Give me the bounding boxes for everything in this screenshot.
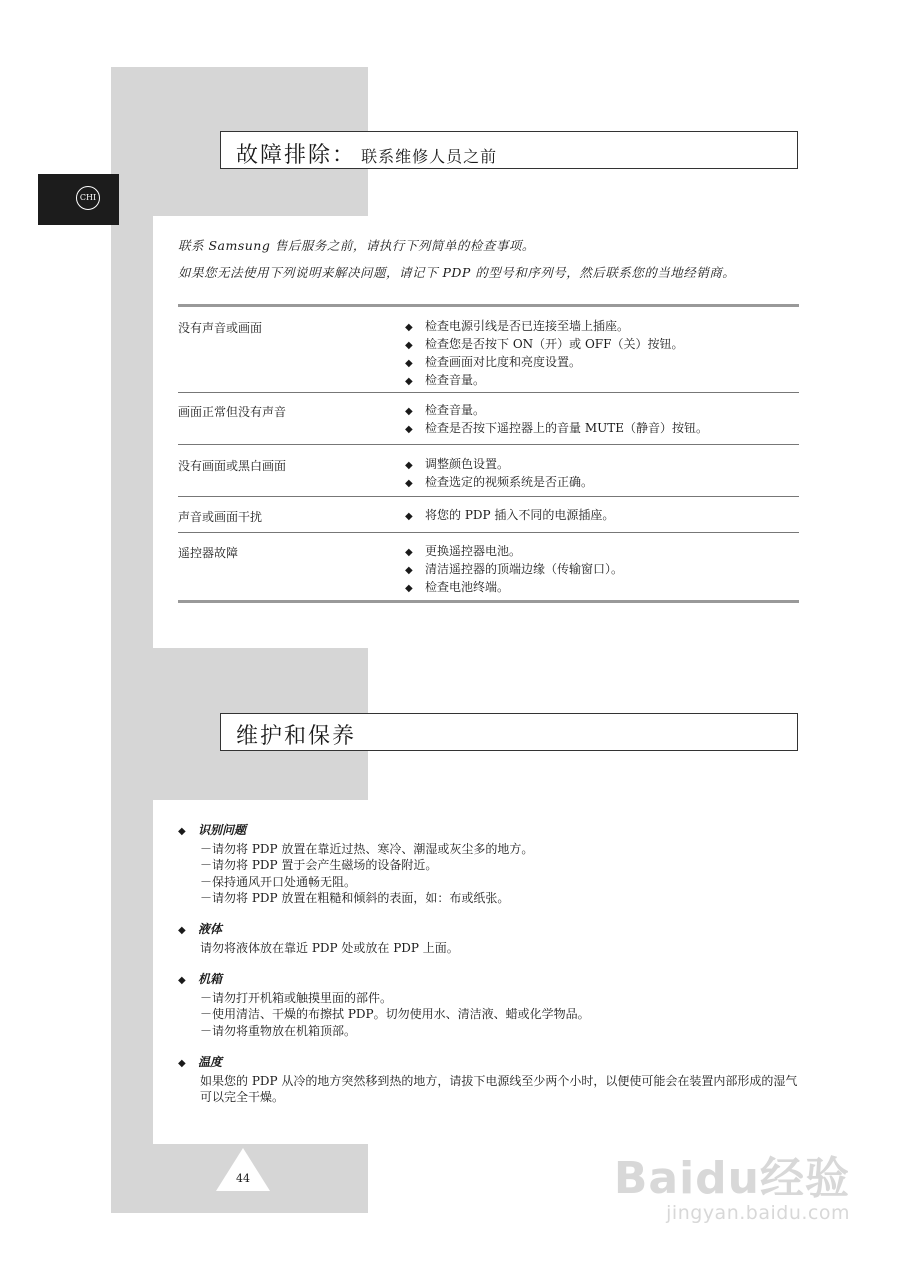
- solution-list: [405, 318, 683, 390]
- list-item: ◆ 调整颜色设置。: [405, 456, 593, 474]
- list-item: 请勿将液体放在靠近 PDP 处或放在 PDP 上面。: [200, 940, 459, 955]
- intro-line-2: 如果您无法使用下列说明来解决问题，请记下 PDP 的型号和序列号，然后联系您的当地经销商。: [178, 265, 736, 280]
- intro-line-1: 联系 Samsung 售后服务之前，请执行下列简单的检查事项。: [178, 238, 535, 253]
- solution-list: [405, 456, 593, 492]
- watermark: [614, 1142, 850, 1224]
- row-divider: [178, 392, 799, 393]
- list-item: ◆ 检查音量。: [405, 372, 683, 390]
- list-item: ◆ 检查音量。: [405, 402, 708, 420]
- maintenance-item: [178, 921, 459, 956]
- problem-label: 没有画面或黑白画面: [178, 459, 287, 473]
- row-divider: [178, 444, 799, 445]
- list-item: －请勿将 PDP 置于会产生磁场的设备附近。: [200, 858, 438, 872]
- list-item: ◆ 更换遥控器电池。: [405, 543, 623, 561]
- problem-label: 画面正常但没有声音: [178, 405, 287, 419]
- item-heading: ◆ 机箱: [178, 971, 590, 990]
- maintenance-item: [178, 822, 533, 907]
- watermark-url: jingyan.baidu.com: [666, 1202, 850, 1224]
- diamond-bullet-icon: ◆: [178, 1058, 186, 1069]
- diamond-bullet-icon: ◆: [178, 925, 186, 936]
- diamond-bullet-icon: ◆: [405, 511, 413, 522]
- list-item: －请勿将 PDP 放置在粗糙和倾斜的表面，如：布或纸张。: [200, 891, 510, 905]
- item-heading: ◆ 识别问题: [178, 822, 533, 841]
- solution-list: [405, 543, 623, 597]
- list-item: －使用清洁、干燥的布擦拭 PDP。切勿使用水、清洁液、蜡或化学物品。: [200, 1007, 590, 1021]
- maintenance-item: [178, 1054, 800, 1106]
- language-badge: CHI: [76, 186, 100, 210]
- solution-list: [405, 507, 614, 525]
- list-item: ◆ 清洁遥控器的顶端边缘（传输窗口）。: [405, 561, 623, 579]
- list-item: ◆ 检查电源引线是否已连接至墙上插座。: [405, 318, 683, 336]
- diamond-bullet-icon: ◆: [178, 826, 186, 837]
- solution-list: [405, 402, 708, 438]
- diamond-bullet-icon: ◆: [405, 406, 413, 417]
- grey-panel-left-1: [111, 216, 153, 648]
- grey-panel-left-2: [111, 800, 153, 1144]
- diamond-bullet-icon: ◆: [405, 424, 413, 435]
- watermark-logo: Baidu经验: [613, 1153, 850, 1204]
- diamond-bullet-icon: ◆: [405, 322, 413, 333]
- diamond-bullet-icon: ◆: [405, 478, 413, 489]
- list-item: ◆ 检查电池终端。: [405, 579, 623, 597]
- list-item: －保持通风开口处通畅无阻。: [200, 874, 357, 889]
- diamond-bullet-icon: ◆: [405, 460, 413, 471]
- diamond-bullet-icon: ◆: [405, 340, 413, 351]
- diamond-bullet-icon: ◆: [405, 547, 413, 558]
- list-item: ◆ 将您的 PDP 插入不同的电源插座。: [405, 507, 614, 525]
- section-title-maintenance: [220, 713, 798, 751]
- list-item: ◆ 检查画面对比度和亮度设置。: [405, 354, 683, 372]
- item-heading: ◆ 液体: [178, 921, 459, 940]
- list-item: ◆ 检查是否按下遥控器上的音量 MUTE（静音）按钮。: [405, 420, 708, 438]
- page-number: 44: [236, 1172, 250, 1185]
- table-top-rule: [178, 304, 799, 307]
- list-item: ◆ 检查选定的视频系统是否正确。: [405, 474, 593, 492]
- row-divider: [178, 496, 799, 497]
- diamond-bullet-icon: ◆: [405, 565, 413, 576]
- section-title-troubleshooting: [220, 131, 798, 169]
- language-tab: [38, 174, 119, 225]
- item-heading: ◆ 温度: [178, 1054, 800, 1073]
- list-item: －请勿打开机箱或触摸里面的部件。: [200, 990, 393, 1005]
- row-divider: [178, 532, 799, 533]
- list-item: ◆ 检查您是否按下 ON（开）或 OFF（关）按钮。: [405, 336, 683, 354]
- problem-label: 声音或画面干扰: [178, 510, 263, 524]
- diamond-bullet-icon: ◆: [405, 583, 413, 594]
- list-item: －请勿将 PDP 放置在靠近过热、寒冷、潮湿或灰尘多的地方。: [200, 841, 534, 856]
- diamond-bullet-icon: ◆: [405, 376, 413, 387]
- diamond-bullet-icon: ◆: [405, 358, 413, 369]
- section-subtitle: 联系维修人员之前: [361, 147, 498, 166]
- paragraph: 如果您的 PDP 从冷的地方突然移到热的地方，请拔下电源线至少两个小时，以便使可能会在装置内部形成的湿气可以完全干燥。: [200, 1073, 798, 1104]
- maintenance-item: [178, 971, 590, 1039]
- section-title: 维护和保养: [236, 724, 357, 749]
- list-item: －请勿将重物放在机箱顶部。: [200, 1023, 357, 1038]
- section-title: 故障排除：: [236, 143, 357, 168]
- table-bottom-rule: [178, 600, 799, 603]
- problem-label: 没有声音或画面: [178, 321, 263, 335]
- diamond-bullet-icon: ◆: [178, 975, 186, 986]
- problem-label: 遥控器故障: [178, 546, 239, 560]
